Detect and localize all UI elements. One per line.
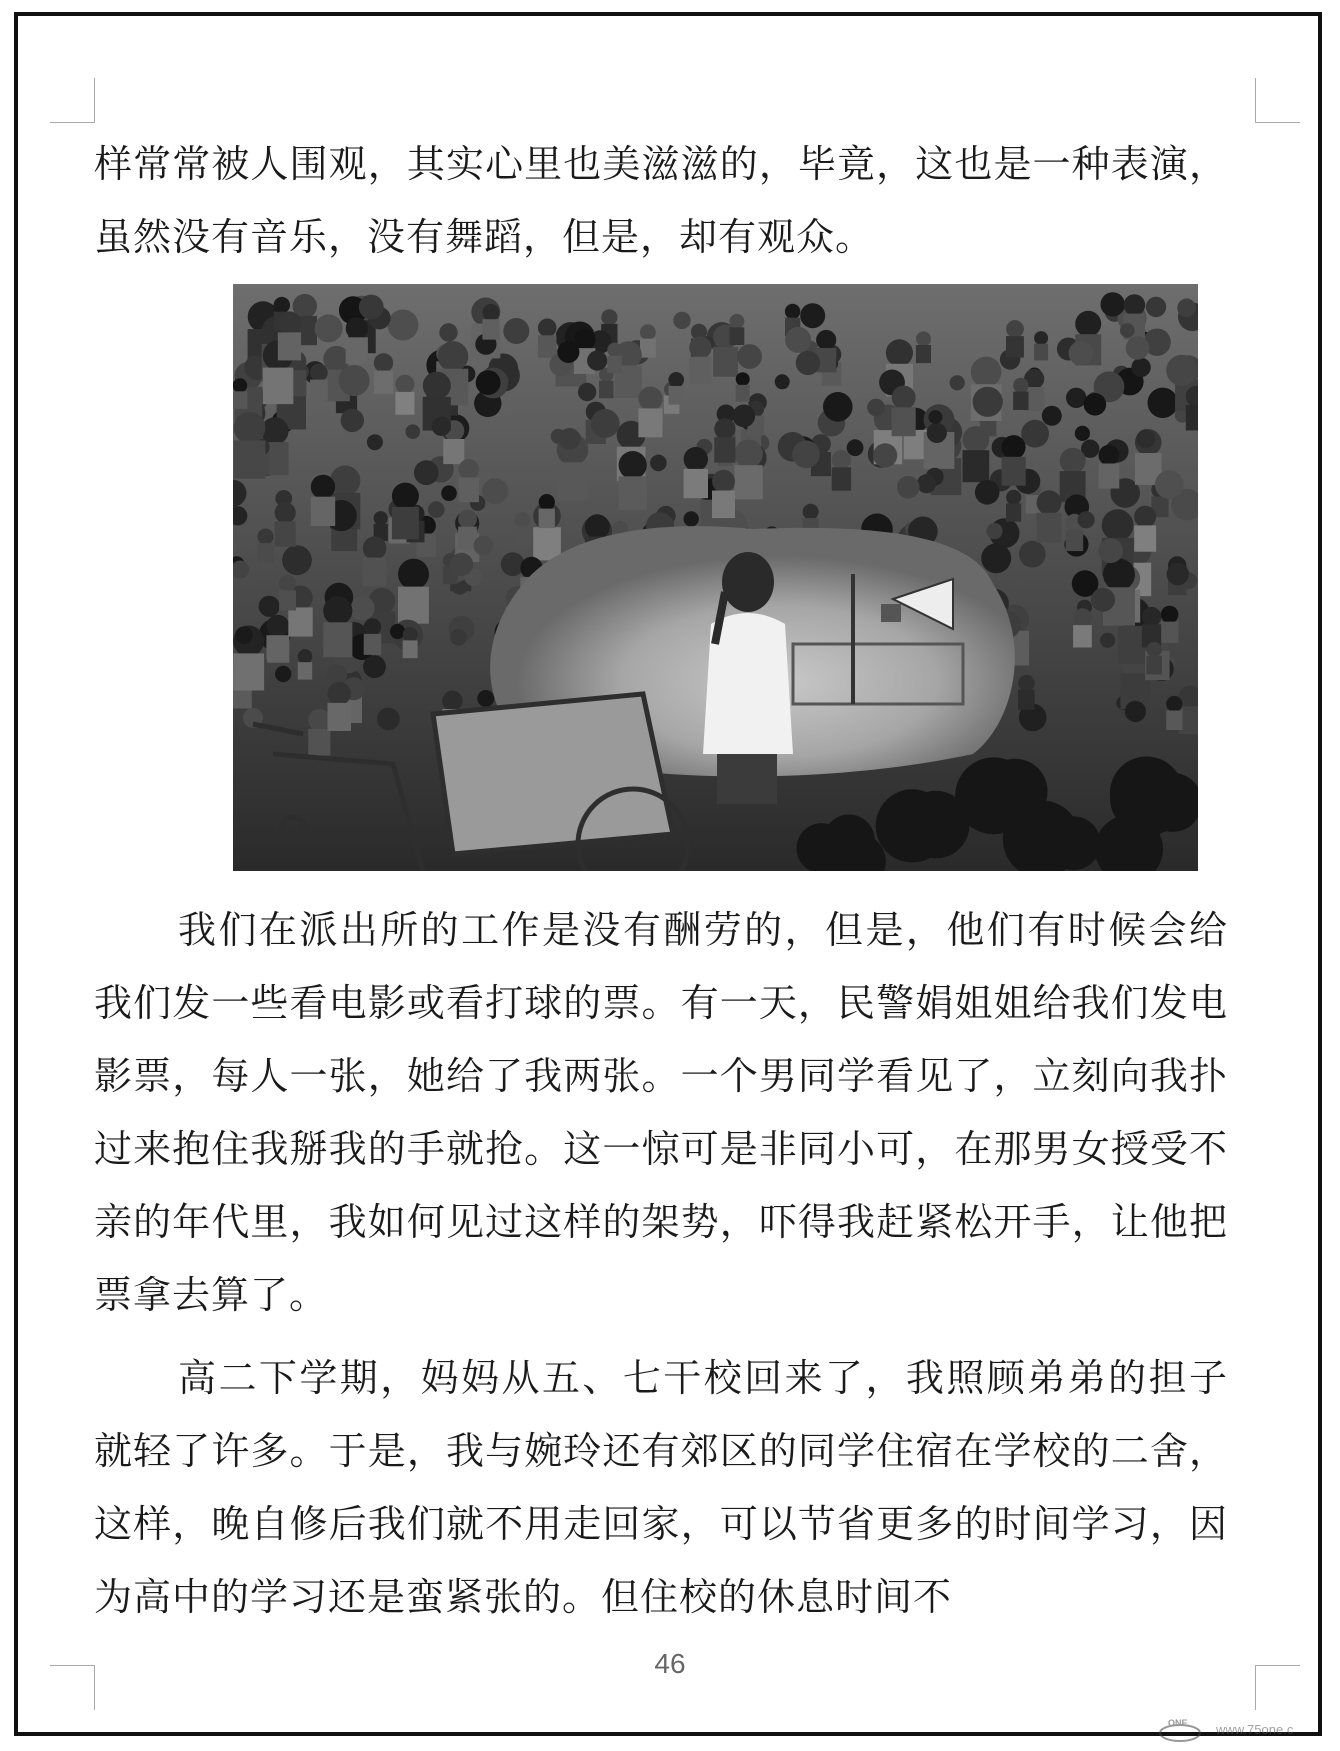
paragraph-tickets — [94, 894, 1228, 1332]
crowd-photo — [233, 284, 1198, 871]
crop-mark-top-right — [1255, 78, 1300, 123]
watermark — [1150, 1712, 1330, 1746]
watermark-logo-text: ONE — [1168, 1718, 1188, 1728]
crop-mark-top-left — [50, 78, 95, 123]
paragraph-dorm — [94, 1342, 1228, 1634]
paragraph-text: 高二下学期，妈妈从五、七干校回来了，我照顾弟弟的担子就轻了许多。于是，我与婉玲还有郊区的同学住宿在学校的二舍，这样，晚自修后我们就不用走回家，可以节省更多的时间学习，因为高中的学习还是蛮紧张的。但住校的休息时间不 — [94, 1356, 1228, 1619]
page-number: 46 — [654, 1648, 686, 1679]
paragraph-text: 样常常被人围观，其实心里也美滋滋的，毕竟，这也是一种表演，虽然没有音乐，没有舞蹈，但是，却有观众。 — [94, 142, 1228, 259]
watermark-url: www.75one.c — [1216, 1721, 1294, 1737]
paragraph-continued — [94, 128, 1228, 274]
paragraph-text: 我们在派出所的工作是没有酬劳的，但是，他们有时候会给我们发一些看电影或看打球的票。有一天，民警娟姐姐给我们发电影票，每人一张，她给了我两张。一个男同学看见了，立刻向我扑过来抱住我掰我的手就抢。这一惊可是非同小可，在那男女授受不亲的年代里，我如何见过这样的架势，吓得我赶紧松开手，让他把票拿去算了。 — [94, 908, 1228, 1317]
watermark-logo-icon — [1150, 1715, 1210, 1743]
